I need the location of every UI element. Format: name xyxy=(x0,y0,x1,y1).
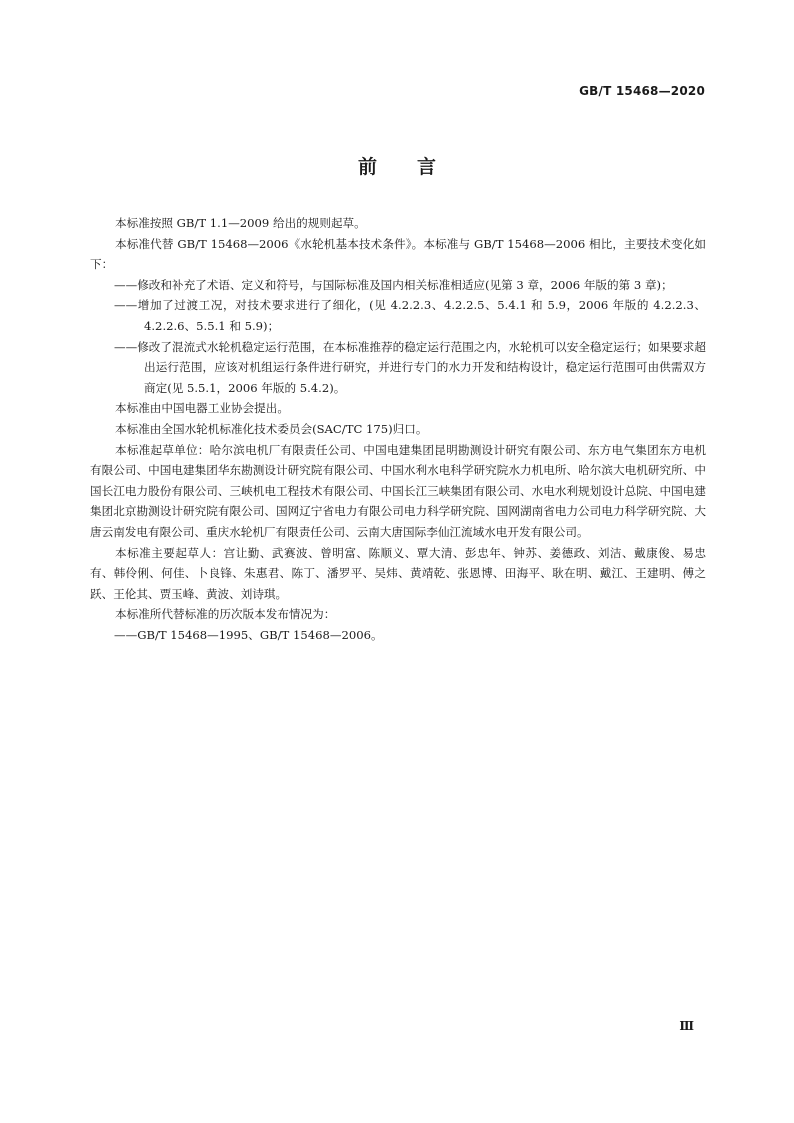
paragraph-proposer: 本标准由中国电器工业协会提出。 xyxy=(115,401,289,416)
paragraph-committee: 本标准由全国水轮机标准化技术委员会(SAC/TC 175)归口。 xyxy=(115,421,428,436)
list-item-history: ——GB/T 15468—1995、GB/T 15468—2006。 xyxy=(114,627,383,642)
page-number: Ⅲ xyxy=(679,1019,693,1033)
paragraph-drafters: 本标准主要起草人：宫让勤、武赛波、曾明富、陈顺义、覃大清、彭忠年、钟苏、姜德政、刘洁、戴康俊、易忠有、韩伶俐、何佳、卜良锋、朱惠君、陈丁、潘罗平、吴炜、黄靖乾、张恩博、田海平、耿在明、戴江、王建明、傅之跃、王伦其、贾玉峰、黄波、刘诗琪。 xyxy=(90,545,706,601)
paragraph-history-intro: 本标准所代替标准的历次版本发布情况为： xyxy=(115,607,336,622)
page-title: 前言 xyxy=(357,156,476,178)
document-body xyxy=(90,213,706,645)
standard-code: GB/T 15468—2020 xyxy=(579,84,705,98)
paragraph-drafting-rules: 本标准按照 GB/T 1.1—2009 给出的规则起草。 xyxy=(115,216,366,230)
list-item-change-transition: ——增加了过渡工况，对技术要求进行了细化，(见 4.2.2.3、4.2.2.5、5.4.1 和 5.9，2006 年版的 4.2.2.3、4.2.2.6、5.5.1 和 5.9)； xyxy=(114,298,706,333)
paragraph-replacement: 本标准代替 GB/T 15468—2006《水轮机基本技术条件》。本标准与 GB/T 15468—2006 相比，主要技术变化如下： xyxy=(90,236,706,272)
paragraph-drafting-units: 本标准起草单位：哈尔滨电机厂有限责任公司、中国电建集团昆明勘测设计研究有限公司、东方电气集团东方电机有限公司、中国电建集团华东勘测设计研究院有限公司、中国水利水电科学研究院水力机电所、哈尔滨大电机研究所、中国长江电力股份有限公司、三峡机电工程技术有限公司、中国长江三峡集团有限公司、水电水利规划设计总院、中国电建集团北京勘测设计研究院有限公司、国网辽宁省电力有限公司电力科学研究院、国网湖南省电力公司电力科学研究院、大唐云南发电有限公司、重庆水轮机厂有限责任公司、云南大唐国际李仙江流域水电开发有限公司。 xyxy=(90,442,706,539)
list-item-change-stability: ——修改了混流式水轮机稳定运行范围，在本标准推荐的稳定运行范围之内，水轮机可以安全稳定运行；如果要求超出运行范围，应该对机组运行条件进行研究，并进行专门的水力开发和结构设计，稳定运行范围可由供需双方商定(见 5.5.1，2006 年版的 5.4.2)。 xyxy=(114,339,706,395)
list-item-change-terms: ——修改和补充了术语、定义和符号，与国际标准及国内相关标准相适应(见第 3 章，2006 年版的第 3 章)； xyxy=(114,277,673,292)
